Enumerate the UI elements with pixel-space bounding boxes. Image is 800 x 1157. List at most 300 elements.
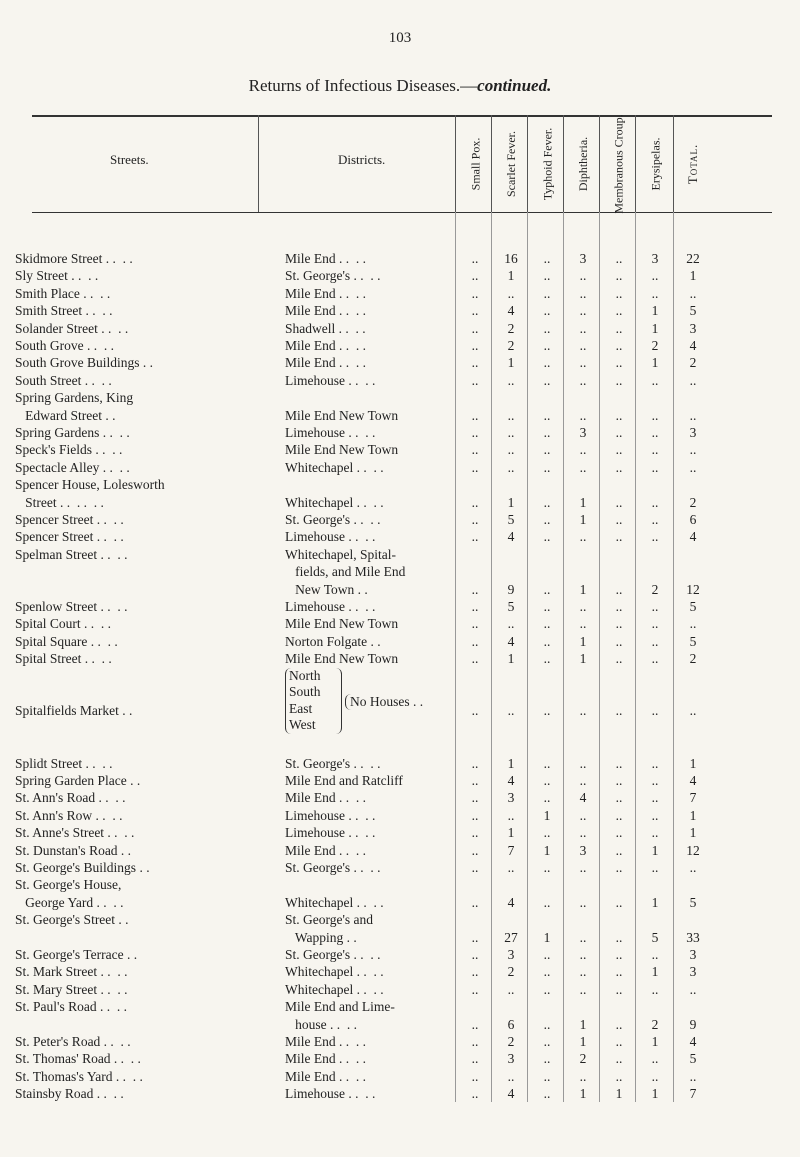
district-name — [285, 459, 465, 476]
cell-membranous-croup: .. — [615, 1016, 623, 1032]
cell-membranous-croup: .. — [615, 1068, 623, 1084]
district-name-line: St. George's . . . . — [285, 947, 381, 962]
street-name-line: St. Paul's Road . . . . — [15, 999, 127, 1015]
district-name-line: Limehouse . . . . — [285, 425, 376, 440]
district-name-line: St. George's . . . . — [285, 755, 381, 771]
cell-total: .. — [689, 860, 697, 875]
cell-scarlet-fever: 7 — [507, 842, 515, 858]
street-name — [15, 424, 277, 441]
street-name-line: Spitalfields Market . . — [15, 703, 133, 719]
street-name — [15, 946, 277, 963]
street-name-line: Spital Square . . . . — [15, 633, 118, 649]
cell-diphtheria: .. — [579, 1068, 587, 1084]
street-name — [15, 476, 277, 511]
cell-diphtheria: 1 — [579, 581, 587, 597]
page-title-main: Returns of Infectious Diseases.— — [248, 76, 478, 95]
street-name-line: St. George's Buildings . . — [15, 860, 150, 875]
cell-erysipelas: .. — [651, 790, 659, 806]
street-name — [15, 824, 277, 841]
district-name-line: Mile End New Town — [285, 616, 399, 632]
cell-diphtheria: 3 — [579, 251, 587, 266]
street-name — [15, 598, 277, 615]
header-erysipelas-label: Erysipelas. — [648, 137, 662, 190]
cell-erysipelas: .. — [651, 755, 659, 771]
cell-scarlet-fever: 1 — [507, 651, 515, 667]
street-name — [15, 1033, 277, 1050]
cell-total: 4 — [689, 1034, 697, 1049]
street-name — [15, 372, 277, 389]
cell-total: 4 — [689, 338, 697, 353]
cell-typhoid-fever: .. — [543, 512, 551, 527]
street-name-line: St. Peter's Road . . . . — [15, 1034, 131, 1049]
cell-diphtheria: 1 — [579, 633, 587, 649]
district-name — [285, 424, 465, 441]
street-name — [15, 459, 277, 476]
street-name — [15, 1068, 277, 1085]
cell-scarlet-fever: 1 — [507, 355, 515, 371]
district-name-line: Mile End . . . . — [285, 1034, 366, 1049]
district-name — [285, 650, 465, 667]
cell-erysipelas: .. — [651, 633, 659, 649]
cell-scarlet-fever: .. — [507, 407, 515, 423]
cell-total: 3 — [689, 947, 697, 962]
cell-diphtheria: .. — [579, 303, 587, 319]
cell-typhoid-fever: .. — [543, 1068, 551, 1084]
header-total — [678, 116, 708, 211]
cell-small-pox: .. — [471, 320, 479, 336]
cell-erysipelas: .. — [651, 616, 659, 632]
street-name-line: St. Thomas's Yard . . . . — [15, 1068, 143, 1084]
header-small-pox — [460, 116, 490, 211]
district-name — [285, 441, 465, 458]
cell-typhoid-fever: 1 — [543, 929, 551, 945]
cell-small-pox: .. — [471, 338, 479, 353]
cell-scarlet-fever: .. — [507, 425, 515, 440]
cell-erysipelas: .. — [651, 1051, 659, 1067]
column-line — [673, 212, 674, 1102]
street-name — [15, 267, 277, 284]
cell-typhoid-fever: .. — [543, 773, 551, 788]
cell-total: 7 — [689, 790, 697, 806]
cell-membranous-croup: .. — [615, 268, 623, 284]
cell-small-pox: .. — [471, 355, 479, 371]
cell-membranous-croup: .. — [615, 599, 623, 614]
street-name-line: St. George's Terrace . . — [15, 947, 138, 962]
cell-typhoid-fever: .. — [543, 947, 551, 962]
cell-erysipelas: 1 — [651, 1034, 659, 1049]
cell-erysipelas: .. — [651, 947, 659, 962]
cell-total: .. — [689, 372, 697, 388]
cell-erysipelas: 3 — [651, 251, 659, 266]
street-name — [15, 528, 277, 545]
header-membranous-croup — [604, 113, 634, 214]
district-name-line: Shadwell . . . . — [285, 320, 366, 336]
cell-erysipelas: .. — [651, 425, 659, 440]
cell-small-pox: .. — [471, 894, 479, 910]
cell-scarlet-fever: 4 — [507, 633, 515, 649]
district-name — [285, 302, 465, 319]
cell-typhoid-fever: .. — [543, 338, 551, 353]
district-name-line: Limehouse . . . . — [285, 599, 376, 614]
market-direction: North — [289, 667, 321, 683]
cell-typhoid-fever: .. — [543, 425, 551, 440]
district-name — [285, 755, 465, 772]
cell-membranous-croup: .. — [615, 425, 623, 440]
street-name-line: Spenlow Street . . . . — [15, 599, 128, 614]
cell-membranous-croup: .. — [615, 494, 623, 510]
district-name — [285, 337, 465, 354]
cell-small-pox: .. — [471, 529, 479, 545]
header-divider — [455, 115, 456, 212]
header-divider — [673, 115, 674, 212]
street-name — [15, 337, 277, 354]
district-name-line — [285, 476, 465, 493]
street-name — [15, 320, 277, 337]
district-name-line: Limehouse . . . . — [285, 372, 376, 388]
street-name-line: St. Mark Street . . . . — [15, 964, 128, 980]
cell-typhoid-fever: .. — [543, 529, 551, 545]
cell-typhoid-fever: .. — [543, 860, 551, 875]
district-name-line: Limehouse . . . . — [285, 825, 376, 841]
cell-small-pox: .. — [471, 285, 479, 301]
street-name-line: Edward Street . . — [15, 407, 116, 423]
cell-membranous-croup: .. — [615, 372, 623, 388]
cell-erysipelas: 2 — [651, 1016, 659, 1032]
cell-membranous-croup: .. — [615, 790, 623, 806]
cell-membranous-croup: .. — [615, 860, 623, 875]
cell-diphtheria: .. — [579, 529, 587, 545]
header-divider — [527, 115, 528, 212]
street-name — [15, 998, 277, 1015]
street-name-line: South Street . . . . — [15, 372, 112, 388]
street-name — [15, 755, 277, 772]
cell-total: 1 — [689, 825, 697, 841]
cell-diphtheria: 1 — [579, 1086, 587, 1102]
cell-erysipelas: 1 — [651, 320, 659, 336]
district-name-line: Whitechapel . . . . — [285, 494, 384, 510]
header-scarlet-fever-label: Scarlet Fever. — [504, 130, 519, 197]
street-name — [15, 981, 277, 998]
street-name — [15, 842, 277, 859]
cell-membranous-croup: .. — [615, 1051, 623, 1067]
header-diphtheria — [568, 116, 598, 211]
cell-erysipelas: 1 — [651, 355, 659, 371]
cell-small-pox: .. — [471, 860, 479, 875]
cell-erysipelas: 1 — [651, 842, 659, 858]
cell-diphtheria: .. — [579, 372, 587, 388]
district-name — [285, 250, 465, 267]
cell-scarlet-fever: 6 — [507, 1016, 515, 1032]
cell-small-pox: .. — [471, 964, 479, 980]
street-name-line: Spring Garden Place . . — [15, 773, 141, 788]
district-name-line: Mile End . . . . — [285, 1051, 366, 1067]
cell-diphtheria: 1 — [579, 1034, 587, 1049]
header-scarlet-fever — [496, 116, 526, 211]
cell-small-pox: .. — [471, 1086, 479, 1102]
district-name-line: Wapping . . — [285, 929, 357, 945]
cell-erysipelas: .. — [651, 825, 659, 841]
cell-scarlet-fever: 1 — [507, 825, 515, 841]
header-typhoid-fever-label: Typhoid Fever. — [540, 127, 554, 200]
cell-diphtheria: 3 — [579, 842, 587, 858]
cell-small-pox: .. — [471, 459, 479, 475]
cell-typhoid-fever: .. — [543, 251, 551, 266]
cell-membranous-croup: .. — [615, 512, 623, 527]
cell-typhoid-fever: .. — [543, 964, 551, 980]
district-name — [285, 1050, 465, 1067]
district-name-line: Mile End . . . . — [285, 355, 366, 371]
street-name — [15, 354, 277, 371]
district-name-line — [285, 876, 465, 893]
cell-small-pox: .. — [471, 842, 479, 858]
street-name — [15, 546, 277, 563]
cell-scarlet-fever: 4 — [507, 894, 515, 910]
cell-total: 5 — [689, 599, 697, 614]
cell-small-pox: .. — [471, 616, 479, 632]
street-name — [15, 963, 277, 980]
cell-membranous-croup: .. — [615, 251, 623, 266]
cell-typhoid-fever: .. — [543, 825, 551, 841]
street-name-line: St. Ann's Row . . . . — [15, 807, 123, 823]
street-name — [15, 389, 277, 424]
cell-membranous-croup: .. — [615, 320, 623, 336]
street-name — [15, 789, 277, 806]
district-name — [285, 824, 465, 841]
cell-scarlet-fever: .. — [507, 459, 515, 475]
header-total-label: Total. — [685, 143, 700, 184]
cell-membranous-croup: .. — [615, 947, 623, 962]
cell-diphtheria: .. — [579, 807, 587, 823]
cell-scarlet-fever: 4 — [507, 529, 515, 545]
cell-erysipelas: .. — [651, 268, 659, 284]
district-name — [285, 267, 465, 284]
cell-membranous-croup: .. — [615, 355, 623, 371]
header-typhoid-fever — [532, 116, 562, 211]
cell-membranous-croup: .. — [615, 981, 623, 997]
cell-typhoid-fever: .. — [543, 616, 551, 632]
cell-typhoid-fever: .. — [543, 494, 551, 510]
cell-small-pox: .. — [471, 494, 479, 510]
cell-total: 9 — [689, 1016, 697, 1032]
cell-erysipelas: 1 — [651, 1086, 659, 1102]
cell-typhoid-fever: .. — [543, 755, 551, 771]
cell-membranous-croup: .. — [615, 633, 623, 649]
street-name-line: Speck's Fields . . . . — [15, 442, 123, 458]
cell-typhoid-fever: .. — [543, 355, 551, 371]
cell-membranous-croup: .. — [615, 581, 623, 597]
cell-small-pox: .. — [471, 1068, 479, 1084]
cell-total: .. — [689, 442, 697, 458]
cell-total: .. — [689, 1068, 697, 1084]
street-name — [15, 876, 277, 911]
district-name — [285, 511, 465, 528]
cell-erysipelas: .. — [651, 651, 659, 667]
street-name — [15, 441, 277, 458]
cell-diphtheria: .. — [579, 929, 587, 945]
cell-small-pox: .. — [471, 981, 479, 997]
cell-diphtheria: .. — [579, 599, 587, 614]
cell-typhoid-fever: .. — [543, 651, 551, 667]
district-name — [285, 1068, 465, 1085]
market-direction: East — [289, 700, 313, 716]
street-name-line: Spital Street . . . . — [15, 651, 112, 667]
cell-diphtheria: .. — [579, 773, 587, 788]
header-divider — [491, 115, 492, 212]
district-name — [285, 476, 465, 511]
district-name — [285, 998, 465, 1033]
district-name-line: Mile End . . . . — [285, 842, 366, 858]
cell-membranous-croup: .. — [615, 285, 623, 301]
cell-scarlet-fever: .. — [507, 442, 515, 458]
district-name-line: house . . . . — [285, 1016, 357, 1032]
header-small-pox-label: Small Pox. — [468, 137, 482, 190]
cell-total: .. — [689, 981, 697, 997]
cell-small-pox: .. — [471, 581, 479, 597]
cell-scarlet-fever: 2 — [507, 338, 515, 353]
cell-total: 2 — [689, 355, 697, 371]
street-name-line: Spring Gardens, King — [15, 390, 134, 406]
district-name-line: Limehouse . . . . — [285, 529, 376, 545]
street-name-line: St. Mary Street . . . . — [15, 981, 128, 997]
cell-scarlet-fever: .. — [507, 807, 515, 823]
street-name — [15, 807, 277, 824]
cell-scarlet-fever: .. — [507, 981, 515, 997]
cell-total: 3 — [689, 425, 697, 440]
street-name-line: Skidmore Street . . . . — [15, 251, 133, 266]
cell-erysipelas: .. — [651, 1068, 659, 1084]
cell-total: .. — [689, 703, 697, 719]
district-name-line: Mile End . . . . — [285, 251, 366, 266]
street-name-line: Smith Street . . . . — [15, 303, 113, 319]
page-title-continued: continued. — [477, 76, 552, 95]
district-name — [285, 285, 465, 302]
street-name — [15, 285, 277, 302]
cell-membranous-croup: .. — [615, 338, 623, 353]
district-name-line: St. George's . . . . — [285, 268, 381, 284]
cell-scarlet-fever: .. — [507, 703, 515, 719]
cell-total: 1 — [689, 755, 697, 771]
cell-total: 5 — [689, 1051, 697, 1067]
cell-diphtheria: .. — [579, 616, 587, 632]
cell-typhoid-fever: .. — [543, 633, 551, 649]
district-name-line: Whitechapel . . . . — [285, 894, 384, 910]
cell-diphtheria: 1 — [579, 512, 587, 527]
cell-scarlet-fever: 3 — [507, 947, 515, 962]
header-divider — [258, 115, 259, 212]
cell-membranous-croup: .. — [615, 929, 623, 945]
cell-scarlet-fever: 2 — [507, 320, 515, 336]
cell-membranous-croup: 1 — [615, 1086, 623, 1102]
cell-membranous-croup: .. — [615, 894, 623, 910]
cell-erysipelas: .. — [651, 981, 659, 997]
street-name — [15, 302, 277, 319]
cell-scarlet-fever: .. — [507, 285, 515, 301]
cell-total: 5 — [689, 303, 697, 319]
cell-total: 22 — [686, 251, 700, 266]
cell-small-pox: .. — [471, 442, 479, 458]
cell-membranous-croup: .. — [615, 407, 623, 423]
cell-erysipelas: .. — [651, 807, 659, 823]
cell-scarlet-fever: 16 — [504, 251, 518, 266]
district-name — [285, 633, 465, 650]
cell-total: 5 — [689, 894, 697, 910]
market-direction-list — [285, 668, 321, 734]
street-name — [15, 1050, 277, 1067]
header-divider — [563, 115, 564, 212]
cell-diphtheria: .. — [579, 285, 587, 301]
district-name — [285, 946, 465, 963]
street-name — [15, 911, 277, 928]
district-name — [285, 354, 465, 371]
cell-scarlet-fever: .. — [507, 616, 515, 632]
district-name — [285, 528, 465, 545]
cell-diphtheria: .. — [579, 442, 587, 458]
cell-erysipelas: 5 — [651, 929, 659, 945]
district-name-line: Whitechapel . . . . — [285, 964, 384, 980]
cell-diphtheria: 4 — [579, 790, 587, 806]
cell-scarlet-fever: 5 — [507, 599, 515, 614]
district-name-line: St. George's . . . . — [285, 860, 381, 875]
cell-diphtheria: 1 — [579, 494, 587, 510]
cell-total: .. — [689, 616, 697, 632]
cell-total: 7 — [689, 1086, 697, 1102]
cell-typhoid-fever: .. — [543, 320, 551, 336]
street-name — [15, 650, 277, 667]
district-name-line: Mile End and Lime- — [285, 999, 395, 1015]
street-name-line: St. Dunstan's Road . . — [15, 842, 132, 858]
street-name-line: Street . . . . . . — [15, 494, 104, 510]
market-direction: West — [289, 717, 316, 733]
cell-scarlet-fever: 1 — [507, 268, 515, 284]
cell-total: 6 — [689, 512, 697, 527]
cell-erysipelas: .. — [651, 407, 659, 423]
cell-erysipelas: 1 — [651, 303, 659, 319]
district-name-line: St. George's . . . . — [285, 512, 381, 527]
district-name — [285, 911, 465, 946]
cell-diphtheria: 1 — [579, 651, 587, 667]
cell-scarlet-fever: 4 — [507, 773, 515, 788]
district-name-line: St. George's and — [285, 912, 374, 928]
cell-erysipelas: 1 — [651, 964, 659, 980]
cell-erysipelas: .. — [651, 860, 659, 875]
cell-membranous-croup: .. — [615, 529, 623, 545]
cell-erysipelas: .. — [651, 285, 659, 301]
cell-erysipelas: 2 — [651, 581, 659, 597]
cell-diphtheria: 2 — [579, 1051, 587, 1067]
cell-small-pox: .. — [471, 1051, 479, 1067]
district-name-line: Norton Folgate . . — [285, 633, 381, 649]
district-name-line: Mile End . . . . — [285, 338, 366, 353]
cell-diphtheria: .. — [579, 268, 587, 284]
street-name-line: South Grove Buildings . . — [15, 355, 154, 371]
cell-erysipelas: .. — [651, 459, 659, 475]
cell-typhoid-fever: .. — [543, 981, 551, 997]
cell-total: 2 — [689, 651, 697, 667]
market-directions — [275, 668, 465, 754]
street-name-line: Sly Street . . . . — [15, 268, 99, 284]
cell-typhoid-fever: .. — [543, 1016, 551, 1032]
market-no-houses: No Houses . . — [345, 694, 423, 710]
cell-membranous-croup: .. — [615, 755, 623, 771]
cell-erysipelas: 1 — [651, 894, 659, 910]
district-name — [285, 772, 465, 789]
cell-erysipelas: .. — [651, 599, 659, 614]
district-name-line: Mile End New Town — [285, 651, 399, 667]
cell-small-pox: .. — [471, 773, 479, 788]
district-name — [285, 598, 465, 615]
page-number: 103 — [388, 30, 412, 46]
district-name — [285, 372, 465, 389]
